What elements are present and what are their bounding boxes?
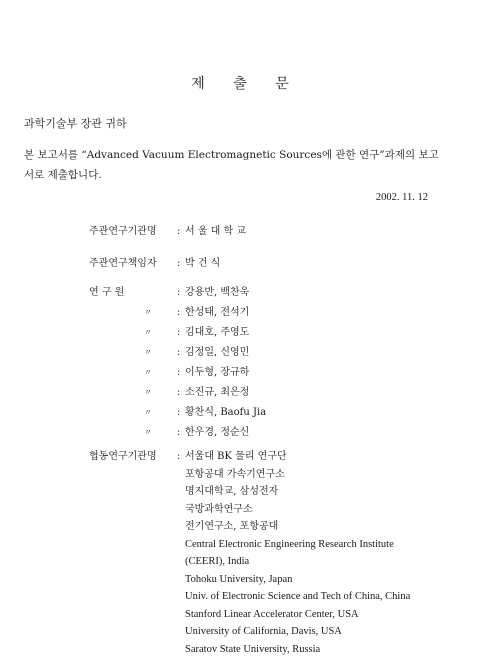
lead-researcher-field: 주관연구책임자 : 박 건 식: [89, 254, 220, 269]
researcher-row: 〃 : 한성태, 전석기: [89, 303, 266, 323]
ditto-mark: 〃: [89, 343, 177, 363]
researcher-row: 〃 : 한우경, 정순신: [89, 423, 266, 443]
researcher-row: 〃 : 김대호, 주영도: [89, 323, 266, 343]
ditto-mark: 〃: [89, 323, 177, 343]
institution-row: [89, 606, 410, 624]
institution-row: [89, 571, 410, 589]
body-line: 서로 제출합니다.: [24, 165, 456, 185]
researcher-row: 〃 : 김정일, 신영민: [89, 343, 266, 363]
lead-researcher-value: 박 건 식: [185, 258, 220, 269]
institution-row: [89, 466, 410, 484]
institution-row: [89, 536, 410, 554]
researcher-names: 김대호, 주영도: [185, 327, 249, 338]
institution-name: 전기연구소, 포항공대: [185, 521, 278, 532]
institution-name: 서울대 BK 물리 연구단: [185, 451, 287, 462]
researcher-list: [89, 283, 266, 443]
ditto-mark: 〃: [89, 363, 177, 383]
ditto-mark: 〃: [89, 403, 177, 423]
lead-researcher-label: 주관연구책임자: [89, 254, 177, 269]
researchers-label: 연 구 원: [89, 283, 177, 303]
submission-date: 2002. 11. 12: [376, 192, 428, 203]
institution-row: [89, 623, 410, 641]
researcher-names: 강용반, 백찬욱: [185, 287, 249, 298]
collaborating-label: 협동연구기관명: [89, 448, 177, 466]
institution-name: Central Electronic Engineering Research Institute: [185, 539, 394, 550]
institution-name: 포항공대 가속기연구소: [185, 469, 285, 480]
ditto-mark: 〃: [89, 383, 177, 403]
researcher-row: 〃 : 소진규, 최은정: [89, 383, 266, 403]
ditto-mark: 〃: [89, 303, 177, 323]
researcher-names: 한성태, 전석기: [185, 307, 249, 318]
lead-institution-label: 주관연구기관명: [89, 222, 177, 237]
addressee: 과학기술부 장관 귀하: [24, 115, 127, 131]
institution-row: [89, 588, 410, 606]
lead-institution-value: 서 울 대 학 교: [185, 226, 246, 237]
institution-row: [89, 641, 410, 658]
researcher-names: 한우경, 정순신: [185, 427, 249, 438]
researcher-names: 소진규, 최은정: [185, 387, 249, 398]
researcher-names: 이두형, 장규하: [185, 367, 249, 378]
institution-name: Univ. of Electronic Science and Tech of China, China: [185, 591, 410, 602]
institution-name: Saratov State University, Russia: [185, 644, 320, 655]
document-title: 제 출 문: [0, 73, 480, 93]
researcher-row: 〃 : 황찬식, Baofu Jia: [89, 403, 266, 423]
institution-name: University of California, Davis, USA: [185, 626, 342, 637]
researcher-names: 황찬식, Baofu Jia: [185, 407, 266, 418]
institution-name: (CEERI), India: [185, 556, 249, 567]
ditto-mark: 〃: [89, 423, 177, 443]
institution-row: [89, 483, 410, 501]
body-text: [24, 145, 456, 185]
institution-name: Stanford Linear Accelerator Center, USA: [185, 609, 359, 620]
institution-row: [89, 501, 410, 519]
institution-row: 협동연구기관명 : 서울대 BK 물리 연구단: [89, 448, 410, 466]
researcher-row: 〃 : 이두형, 장규하: [89, 363, 266, 383]
institution-row: [89, 518, 410, 536]
collaborating-institutions: [89, 448, 410, 658]
body-line: 본 보고서를 “Advanced Vacuum Electromagnetic Sources에 관한 연구”과제의 보고: [24, 145, 456, 165]
institution-name: 국방과학연구소: [185, 504, 253, 515]
researcher-names: 김정일, 신영민: [185, 347, 249, 358]
researcher-row: 연 구 원 : 강용반, 백찬욱: [89, 283, 266, 303]
institution-row: [89, 553, 410, 571]
institution-name: 명지대학교, 삼성전자: [185, 486, 278, 497]
institution-name: Tohoku University, Japan: [185, 574, 292, 585]
lead-institution-field: 주관연구기관명 : 서 울 대 학 교: [89, 222, 246, 237]
